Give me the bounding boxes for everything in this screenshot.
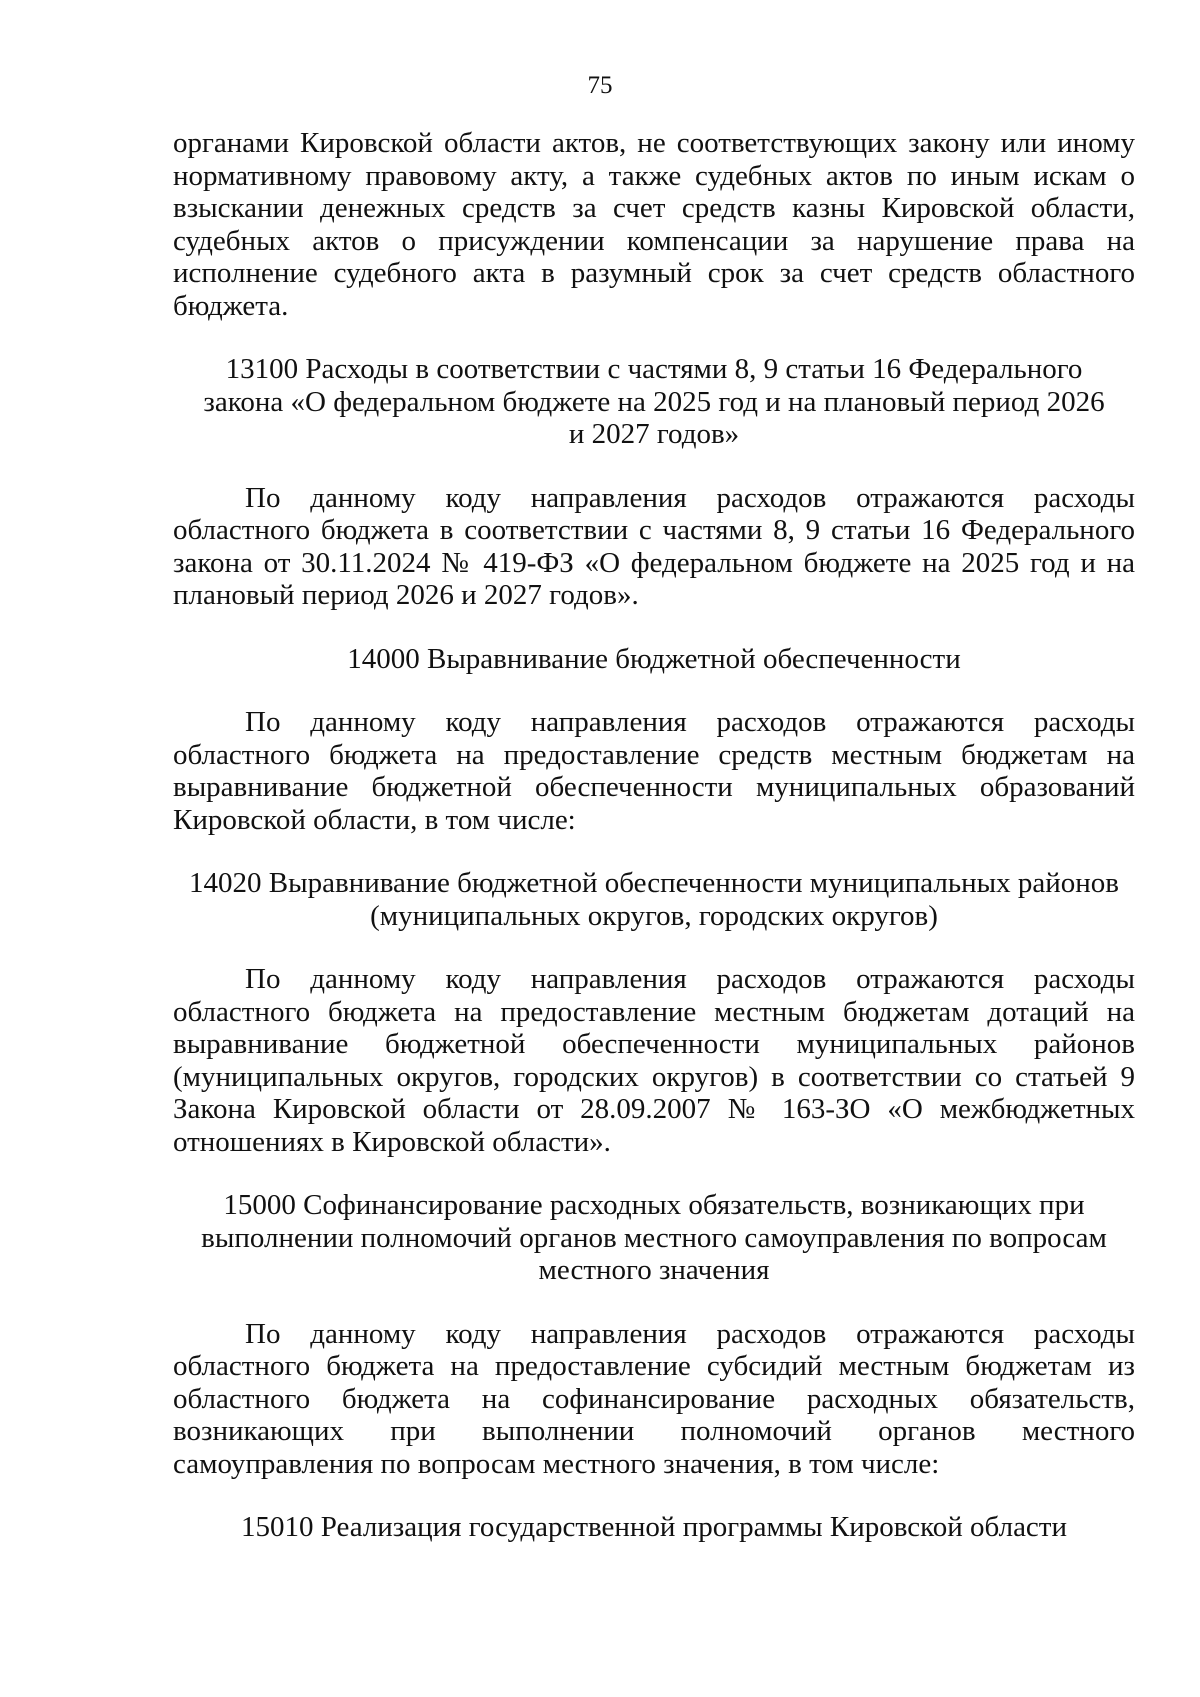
section-heading-15000: 15000 Софинансирование расходных обязательств, возникающих при выполнении полномочий органов местного самоуправления по вопросам местного значения — [201, 1189, 1107, 1286]
paragraph-14000-description: По данному коду направления расходов отражаются расходы областного бюджета на предоставление средств местным бюджетам на выравнивание бюджетной обеспеченности муниципальных образований Кировской области, в том числе: — [173, 706, 1135, 836]
paragraph-15000-description: По данному коду направления расходов отражаются расходы областного бюджета на предоставление субсидий местным бюджетам из областного бюджета на софинансирование расходных обязательств, возникающих при выполнении полномочий органов местного самоуправления по вопросам местного значения, в том числе: — [173, 1317, 1135, 1480]
section-heading-14000: 14000 Выравнивание бюджетной обеспеченности — [347, 642, 961, 675]
section-heading-13100: 13100 Расходы в соответствии с частями 8, 9 статьи 16 Федерального закона «О федеральном бюджете на 2025 год и на плановый период 2026 и 2027 годов» — [203, 353, 1105, 450]
section-heading-15010: 15010 Реализация государственной программы Кировской области — [240, 1511, 1068, 1543]
section-heading-14020: 14020 Выравнивание бюджетной обеспеченности муниципальных районов (муниципальных округов, городских округов) — [189, 867, 1119, 932]
paragraph-13100-description: По данному коду направления расходов отражаются расходы областного бюджета в соответствии с частями 8, 9 статьи 16 Федерального закона от 30.11.2024 № 419-ФЗ «О федеральном бюджете на 2025 год и на плановый период 2026 и 2027 годов». — [173, 481, 1135, 611]
paragraph-continuation: органами Кировской области актов, не соответствующих закону или иному нормативному правовому акту, а также судебных актов по иным искам о взыскании денежных средств за счет средств казны Кировской области, судебных актов о присуждении компенсации за нарушение права на исполнение судебного акта в разумный срок за счет средств областного бюджета. — [173, 127, 1135, 322]
paragraph-14020-description: По данному коду направления расходов отражаются расходы областного бюджета на предоставление местным бюджетам дотаций на выравнивание бюджетной обеспеченности муниципальных районов (муниципальных округов, городских округов) в соответствии со статьей 9 Закона Кировской области от 28.09.2007 № 163-ЗО «О межбюджетных отношениях в Кировской области». — [173, 963, 1135, 1158]
page-number: 75 — [587, 72, 613, 99]
page-body — [173, 127, 1135, 1544]
